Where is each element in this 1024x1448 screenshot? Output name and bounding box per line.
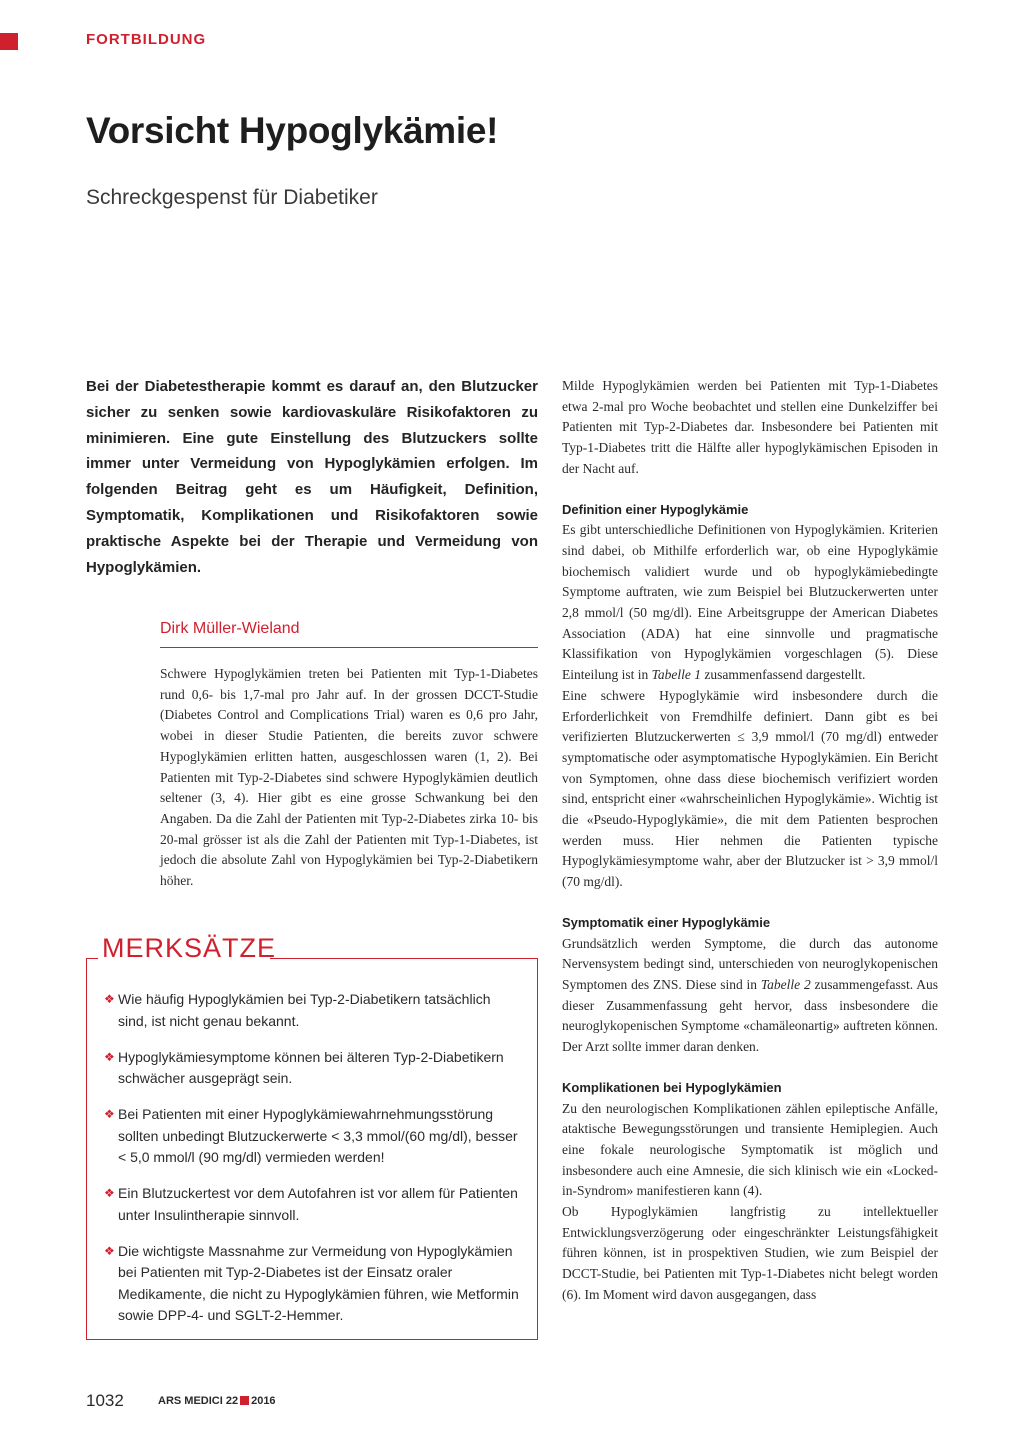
definition-text-1: Es gibt unterschiedliche Definitionen von Hypoglykämien. Kriterien sind dabei, ob Mithilfe erforderlich war, ob eine Hypoglykämie biochemisch validiert wurde und ob hypoglykämiebedingte Symptome auftraten, wie zum Beispiel bei Blutzuckerwerten unter 2,8 mmol/l (50 mg/dl). Eine Arbeitsgruppe der American Diabetes Association (ADA) hat eine sinnvolle und pragmatische Klassifikation von Hypoglykämien vorgeschlagen (5). Diese Einteilung ist in	[562, 522, 938, 683]
merksatz-item	[104, 1183, 522, 1226]
merksaetze-list	[104, 989, 522, 1341]
symptoms-text-2: zusammengefasst. Aus dieser Zusammenfassung geht hervor, dass insbesondere die neuroglykopenischen Symptome «chamäleonartig» auftreten können. Der Arzt sollte immer daran denken.	[562, 976, 938, 1055]
intro-column	[160, 664, 538, 892]
merksaetze-title: MERKSÄTZE	[102, 933, 277, 963]
merksatz-item	[104, 1104, 522, 1169]
mild-hypoglycemia-paragraph: Milde Hypoglykämien werden bei Patienten mit Typ-1-Diabetes etwa 2-mal pro Woche beobachtet und stellen eine Dunkelziffer bei Patienten mit Typ-2-Diabetes dar. Insbesondere bei Patienten mit Typ-1-Diabetes tritt die Hälfte aller hypoglykämischen Episoden in der Nacht auf.	[562, 378, 938, 476]
diamond-bullet-icon: ❖	[104, 1186, 115, 1200]
table-2-reference: Tabelle 2	[760, 976, 811, 992]
section-label: FORTBILDUNG	[86, 31, 207, 48]
journal-reference	[158, 1395, 276, 1407]
merksatz-text: Ein Blutzuckertest vor dem Autofahren ist vor allem für Patienten unter Insulintherapie sinnvoll.	[118, 1185, 518, 1223]
merksatz-item	[104, 989, 522, 1032]
merksatz-item	[104, 1241, 522, 1327]
severe-hypoglycemia-paragraph: Eine schwere Hypoglykämie wird insbesondere durch die Erforderlichkeit von Fremdhilfe definiert. Dann gibt es bei verifizierten Blutzuckerwerten ≤ 3,9 mmol/l (70 mg/dl) entweder symptomatische oder asymptomatische Hypoglykämien. Ein Bericht von Symptomen, ohne dass diese biochemisch verifiziert worden sind, entspricht einer «wahrscheinlichen Hypoglykämie». Wichtig ist die «Pseudo-Hypoglykämie», die mit dem Patienten besprochen werden muss. Hier nehmen die Patienten typische Hypoglykämiesymptome wahr, aber der Blutzucker ist > 3,9 mmol/l (70 mg/dl).	[562, 687, 938, 890]
merksatz-text: Wie häufig Hypoglykämien bei Typ-2-Diabetikern tatsächlich sind, ist nicht genau bekannt.	[118, 991, 491, 1029]
article-subtitle: Schreckgespenst für Diabetiker	[86, 186, 378, 209]
right-column	[562, 376, 938, 1306]
table-1-reference: Tabelle 1	[651, 667, 702, 683]
merksaetze-box-top-right-edge	[270, 958, 538, 959]
section-marker	[0, 33, 18, 50]
page-number: 1032	[86, 1391, 124, 1410]
lead-column	[86, 374, 538, 580]
diamond-bullet-icon: ❖	[104, 1107, 115, 1121]
definition-text-2: zusammenfassend dargestellt.	[701, 667, 866, 683]
diamond-bullet-icon: ❖	[104, 992, 115, 1006]
author-divider	[160, 647, 538, 648]
journal-year: 2016	[251, 1395, 276, 1407]
symptoms-paragraph	[562, 934, 938, 1058]
article-title: Vorsicht Hypoglykämie!	[86, 110, 499, 151]
merksatz-text: Hypoglykämiesymptome können bei älteren Typ-2-Diabetikern schwächer ausgeprägt sein.	[118, 1048, 504, 1086]
intro-paragraph: Schwere Hypoglykämien treten bei Patienten mit Typ-1-Diabetes rund 0,6- bis 1,7-mal pro Jahr auf. In der grossen DCCT-Studie (Diabetes Control and Complications Trial) waren es 0,6 pro Jahr, wobei in dieser Studie Patienten, die bereits zuvor schwere Hypoglykämien erlitten hatten, ausgeschlossen waren (1, 2). Bei Patienten mit Typ-2-Diabetes sind schwere Hypoglykämien deutlich seltener (3, 4). Hier gibt es eine grosse Schwankung bei den Angaben. Da die Zahl der Patienten mit Typ-2-Diabetes zirka 10- bis 20-mal grösser ist als die Zahl der Patienten mit Typ-1-Diabetes, ist jedoch die absolute Zahl von Hypoglykämien bei Typ-2-Diabetikern höher.	[160, 666, 538, 889]
journal-name: ARS MEDICI 22	[158, 1395, 239, 1407]
complications-paragraph-2: Ob Hypoglykämien langfristig zu intellektueller Entwicklungsverzögerung oder eingeschränkter Leistungsfähigkeit führen können, ist in prospektiven Studien, wie zum Beispiel der DCCT-Studie, bei Patienten mit Typ-1-Diabetes nicht belegt worden (6). Im Moment wird davon ausgegangen, dass	[562, 1204, 938, 1302]
diamond-bullet-icon: ❖	[104, 1049, 115, 1064]
symptoms-text-1: Grundsätzlich werden Symptome, die durch das autonome Nervensystem bedingt sind, unterschieden von neuroglykopenischen Symptomen des ZNS. Diese sind in	[562, 935, 938, 992]
heading-definition: Definition einer Hypoglykämie	[562, 501, 749, 517]
heading-complications: Komplikationen bei Hypoglykämien	[562, 1079, 782, 1095]
author-name: Dirk Müller-Wieland	[160, 620, 300, 637]
article-lead: Bei der Diabetestherapie kommt es darauf an, den Blutzucker sicher zu senken sowie kardiovaskuläre Risikofaktoren zu minimieren. Eine gute Einstellung des Blutzuckers sollte immer unter Vermeidung von Hypoglykämien erfolgen. Im folgenden Beitrag geht es um Häufigkeit, Definition, Symptomatik, Komplikationen und Risikofaktoren sowie praktische Aspekte bei der Therapie und Vermeidung von Hypoglykämien.	[86, 378, 538, 576]
merksatz-item	[104, 1047, 522, 1090]
merksatz-text: Bei Patienten mit einer Hypoglykämiewahrnehmungsstörung sollten unbedingt Blutzuckerwerte < 3,3 mmol/(60 mg/dl), besser < 5,0 mmol/l (90 mg/dl) vermieden werden!	[118, 1106, 518, 1165]
merksatz-text: Die wichtigste Massnahme zur Vermeidung von Hypoglykämien bei Patienten mit Typ-2-Diabetes ist der Einsatz oraler Medikamente, die nicht zu Hypoglykämien führen, wie Metformin sowie DPP-4- und SGLT-2-Hemmer.	[118, 1242, 519, 1323]
heading-symptoms: Symptomatik einer Hypoglykämie	[562, 914, 771, 930]
complications-paragraph-1: Zu den neurologischen Komplikationen zählen epileptische Anfälle, ataktische Bewegungsstörungen und transiente Hemiplegien. Auch eine fokale neurologische Symptomatik ist möglich und insbesondere auch eine Amnesie, die sich klinisch wie ein «Locked-in-Syndrom» manifestieren kann (4).	[562, 1100, 938, 1199]
merksaetze-box-top-left-edge	[86, 958, 98, 959]
footer-square-icon	[240, 1396, 249, 1405]
definition-paragraph	[562, 520, 938, 686]
diamond-bullet-icon: ❖	[104, 1243, 115, 1258]
